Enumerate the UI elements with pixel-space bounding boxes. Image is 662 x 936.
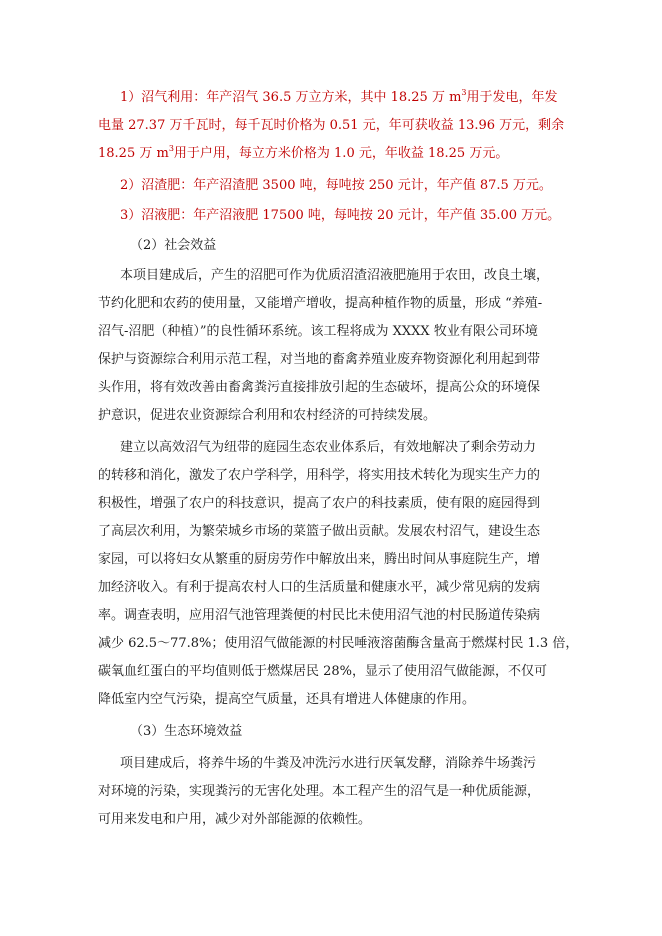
biogas-use-text-c: 18.25 万 m — [98, 146, 169, 161]
paragraph-line: 减少 62.5～77.8%；使用沼气做能源的村民唾液溶菌酶含量高于燃煤村民 1.3 倍， — [98, 636, 579, 651]
paragraph-line: 项目建成后，将养牛场的牛粪及冲洗污水进行厌氧发酵，消除养牛场粪污 — [120, 756, 537, 771]
paragraph-line: 加经济收入。有利于提高农村人口的生活质量和健康水平，减少常见病的发病 — [98, 580, 541, 595]
paragraph-line: 本项目建成后，产生的沼肥可作为优质沼渣沼液肥施用于农田，改良土壤， — [120, 268, 550, 283]
paragraph-line: 积极性，增强了农户的科技意识，提高了农户的科技素质，使有限的庭园得到 — [98, 496, 541, 511]
paragraph-line: 沼气-沼肥（种植）”的良性循环系统。该工程将成为 XXXX 牧业有限公司环境 — [98, 324, 538, 339]
paragraph-line: 了高层次利用，为繁荣城乡市场的菜篮子做出贡献。发展农村沼气，建设生态 — [98, 524, 541, 539]
paragraph-line: 头作用，将有效改善由畜禽粪污直接排放引起的生态破坏，提高公众的环境保 — [98, 380, 541, 395]
paragraph-line: 护意识，促进农业资源综合利用和农村经济的可持续发展。 — [98, 408, 437, 423]
eco-benefit-heading: （3）生态环境效益 — [130, 724, 243, 739]
paragraph-line: 碳氧血红蛋白的平均值则低于燃煤居民 28%，显示了使用沼气做能源，不仅可 — [98, 664, 548, 679]
slag-fertilizer-line: 2）沼渣肥：年产沼渣肥 3500 吨，每吨按 250 元计，年产值 87.5 万元。 — [120, 178, 552, 193]
biogas-use-line-2: 电量 27.37 万千瓦时，每千瓦时价格为 0.51 元，年可获收益 13.96 万元，剩余 — [98, 118, 565, 133]
paragraph-line: 建立以高效沼气为纽带的庭园生态农业体系后，有效地解决了剩余劳动力 — [120, 440, 537, 455]
paragraph-line: 可用来发电和户用，减少对外部能源的依赖性。 — [98, 812, 372, 827]
biogas-use-line-1 — [120, 90, 558, 106]
biogas-use-text-b: 用于发电，年发 — [466, 90, 558, 105]
superscript-3: 3 — [168, 144, 174, 153]
paragraph-line: 降低室内空气污染，提高空气质量，还具有增进人体健康的作用。 — [98, 692, 476, 707]
paragraph-line: 节约化肥和农药的使用量，又能增产增收，提高种植作物的质量，形成 “养殖- — [98, 296, 543, 311]
superscript-3: 3 — [461, 88, 467, 97]
biogas-use-line-3 — [98, 146, 508, 162]
paragraph-line: 率。调查表明，应用沼气池管理粪便的村民比未使用沼气池的村民肠道传染病 — [98, 608, 541, 623]
paragraph-line: 对环境的污染，实现粪污的无害化处理。本工程产生的沼气是一种优质能源， — [98, 784, 541, 799]
paragraph-line: 保护与资源综合利用示范工程，对当地的畜禽养殖业废弃物资源化利用起到带 — [98, 352, 541, 367]
paragraph-line: 家园，可以将妇女从繁重的厨房劳作中解放出来，腾出时间从事庭院生产，增 — [98, 552, 541, 567]
biogas-use-text-d: 用于户用，每立方米价格为 1.0 元，年收益 18.25 万元。 — [173, 146, 509, 161]
social-benefit-heading: （2）社会效益 — [130, 238, 217, 253]
liquid-fertilizer-line: 3）沼液肥：年产沼液肥 17500 吨，每吨按 20 元计，年产值 35.00 万元。 — [120, 208, 561, 223]
biogas-use-text-a: 1）沼气利用：年产沼气 36.5 万立方米，其中 18.25 万 m — [120, 90, 462, 105]
paragraph-line: 的转移和消化，激发了农户学科学，用科学，将实用技术转化为现实生产力的 — [98, 468, 541, 483]
